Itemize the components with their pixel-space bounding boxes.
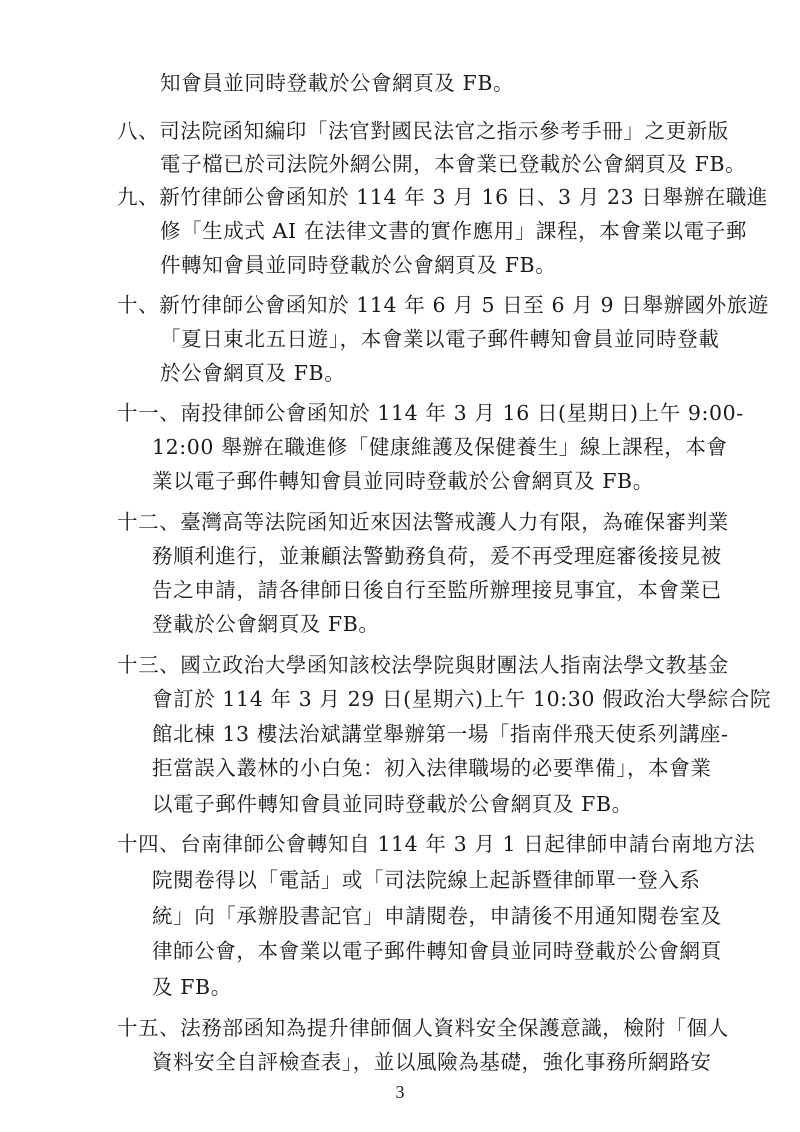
text-line: 於公會網頁及 FB。 [160,361,346,385]
text-line: 院閱卷得以「電話」或「司法院線上起訴暨律師單一登入系 [152,868,701,892]
list-item-10-line: 十、新竹律師公會函知於 114 年 6 月 5 日至 6 月 9 日舉辦國外旅遊 [117,293,769,317]
text-line: 知會員並同時登載於公會網頁及 FB。 [160,71,515,95]
text-line: 電子檔已於司法院外網公開，本會業已登載於公會網頁及 FB。 [160,152,747,176]
list-item-14-line: 十四、台南律師公會轉知自 114 年 3 月 1 日起律師申請台南地方法 [117,832,756,856]
list-item-15-line: 十五、法務部函知為提升律師個人資料安全保護意識，檢附「個人 [117,1016,729,1040]
text-line: 登載於公會網頁及 FB。 [152,612,380,636]
text-line: 12:00 舉辦在職進修「健康維護及保健養生」線上課程，本會 [152,435,728,459]
list-item-11-line: 十一、南投律師公會函知於 114 年 3 月 16 日(星期日)上午 9:00- [117,401,744,425]
text-line: 及 FB。 [152,975,232,999]
text-line: 件轉知會員並同時登載於公會網頁及 FB。 [160,253,557,277]
text-line: 館北棟 13 樓法治斌講堂舉辦第一場「指南伴飛天使系列講座- [152,722,729,746]
list-item-9-line: 九、新竹律師公會函知於 114 年 3 月 16 日、3 月 23 日舉辦在職進 [117,185,769,209]
text-line: 拒當誤入叢林的小白兔：初入法律職場的必要準備」，本會業 [152,756,712,780]
text-line: 修「生成式 AI 在法律文書的實作應用」課程，本會業以電子郵 [160,219,747,243]
list-item-13-line: 十三、國立政治大學函知該校法學院與財團法人指南法學文教基金 [117,653,729,677]
list-item-12-line: 十二、臺灣高等法院函知近來因法警戒護人力有限，為確保審判業 [117,510,729,534]
text-line: 業以電子郵件轉知會員並同時登載於公會網頁及 FB。 [152,469,654,493]
list-item-8-line: 八、司法院函知編印「法官對國民法官之指示參考手冊」之更新版 [117,119,729,143]
text-line: 會訂於 114 年 3 月 29 日(星期六)上午 10:30 假政治大學綜合院 [152,687,771,711]
text-line: 務順利進行，並兼顧法警勤務負荷，爰不再受理庭審後接見被 [152,544,722,568]
text-line: 資料安全自評檢查表」，並以風險為基礎，強化事務所網路安 [152,1050,712,1074]
text-line: 律師公會，本會業以電子郵件轉知會員並同時登載於公會網頁 [152,939,722,963]
text-line: 「夏日東北五日遊」，本會業以電子郵件轉知會員並同時登載 [160,327,720,351]
text-line: 告之申請，請各律師日後自行至監所辦理接見事宜，本會業已 [152,578,722,602]
page-number: 3 [395,1082,405,1102]
text-line: 以電子郵件轉知會員並同時登載於公會網頁及 FB。 [152,792,633,816]
text-line: 統」向「承辦股書記官」申請閱卷，申請後不用通知閱卷室及 [152,904,722,928]
